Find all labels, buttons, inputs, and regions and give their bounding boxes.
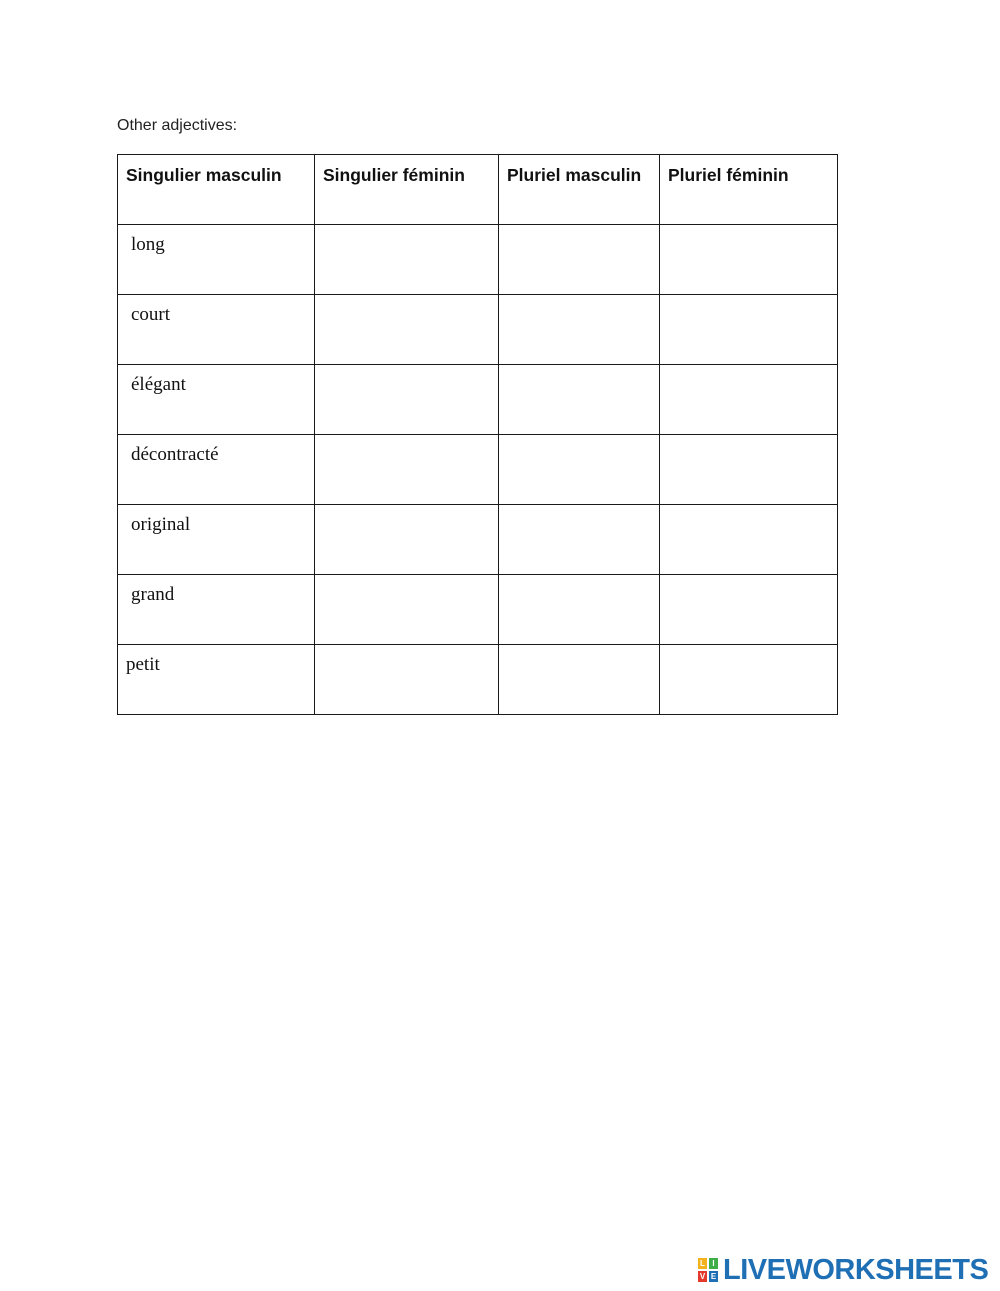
answer-cell-singulier-feminin[interactable] — [315, 505, 499, 575]
logo-block-v: V — [697, 1270, 708, 1283]
word-cell: décontracté — [118, 435, 315, 505]
table-row — [118, 505, 838, 575]
answer-cell-singulier-feminin[interactable] — [315, 435, 499, 505]
word-cell: petit — [118, 645, 315, 715]
answer-cell-pluriel-masculin[interactable] — [499, 365, 660, 435]
header-singulier-masculin: Singulier masculin — [118, 155, 315, 225]
word-cell: court — [118, 295, 315, 365]
word-cell: original — [118, 505, 315, 575]
logo-blocks-icon — [697, 1257, 719, 1283]
answer-cell-singulier-feminin[interactable] — [315, 225, 499, 295]
header-pluriel-masculin: Pluriel masculin — [499, 155, 660, 225]
answer-cell-pluriel-feminin[interactable] — [660, 225, 838, 295]
answer-cell-singulier-feminin[interactable] — [315, 575, 499, 645]
liveworksheets-logo — [697, 1254, 988, 1286]
word-cell: long — [118, 225, 315, 295]
logo-block-i: I — [708, 1257, 719, 1270]
table-row — [118, 225, 838, 295]
logo-block-l: L — [697, 1257, 708, 1270]
answer-cell-pluriel-feminin[interactable] — [660, 645, 838, 715]
table-row — [118, 645, 838, 715]
answer-cell-pluriel-masculin[interactable] — [499, 295, 660, 365]
answer-cell-pluriel-masculin[interactable] — [499, 225, 660, 295]
answer-cell-pluriel-masculin[interactable] — [499, 575, 660, 645]
answer-cell-singulier-feminin[interactable] — [315, 645, 499, 715]
logo-block-e: E — [708, 1270, 719, 1283]
answer-cell-pluriel-feminin[interactable] — [660, 435, 838, 505]
answer-cell-pluriel-feminin[interactable] — [660, 575, 838, 645]
answer-cell-pluriel-feminin[interactable] — [660, 365, 838, 435]
logo-wordmark: LIVEWORKSHEETS — [723, 1254, 989, 1286]
table-header-row — [118, 155, 838, 225]
answer-cell-singulier-feminin[interactable] — [315, 295, 499, 365]
answer-cell-pluriel-feminin[interactable] — [660, 505, 838, 575]
answer-cell-singulier-feminin[interactable] — [315, 365, 499, 435]
word-cell: élégant — [118, 365, 315, 435]
header-pluriel-feminin: Pluriel féminin — [660, 155, 838, 225]
word-cell: grand — [118, 575, 315, 645]
answer-cell-pluriel-masculin[interactable] — [499, 645, 660, 715]
section-intro-label: Other adjectives: — [117, 117, 238, 134]
table-row — [118, 435, 838, 505]
answer-cell-pluriel-feminin[interactable] — [660, 295, 838, 365]
header-singulier-feminin: Singulier féminin — [315, 155, 499, 225]
adjectives-table — [117, 154, 838, 715]
answer-cell-pluriel-masculin[interactable] — [499, 505, 660, 575]
table-row — [118, 575, 838, 645]
table-row — [118, 295, 838, 365]
answer-cell-pluriel-masculin[interactable] — [499, 435, 660, 505]
table-row — [118, 365, 838, 435]
